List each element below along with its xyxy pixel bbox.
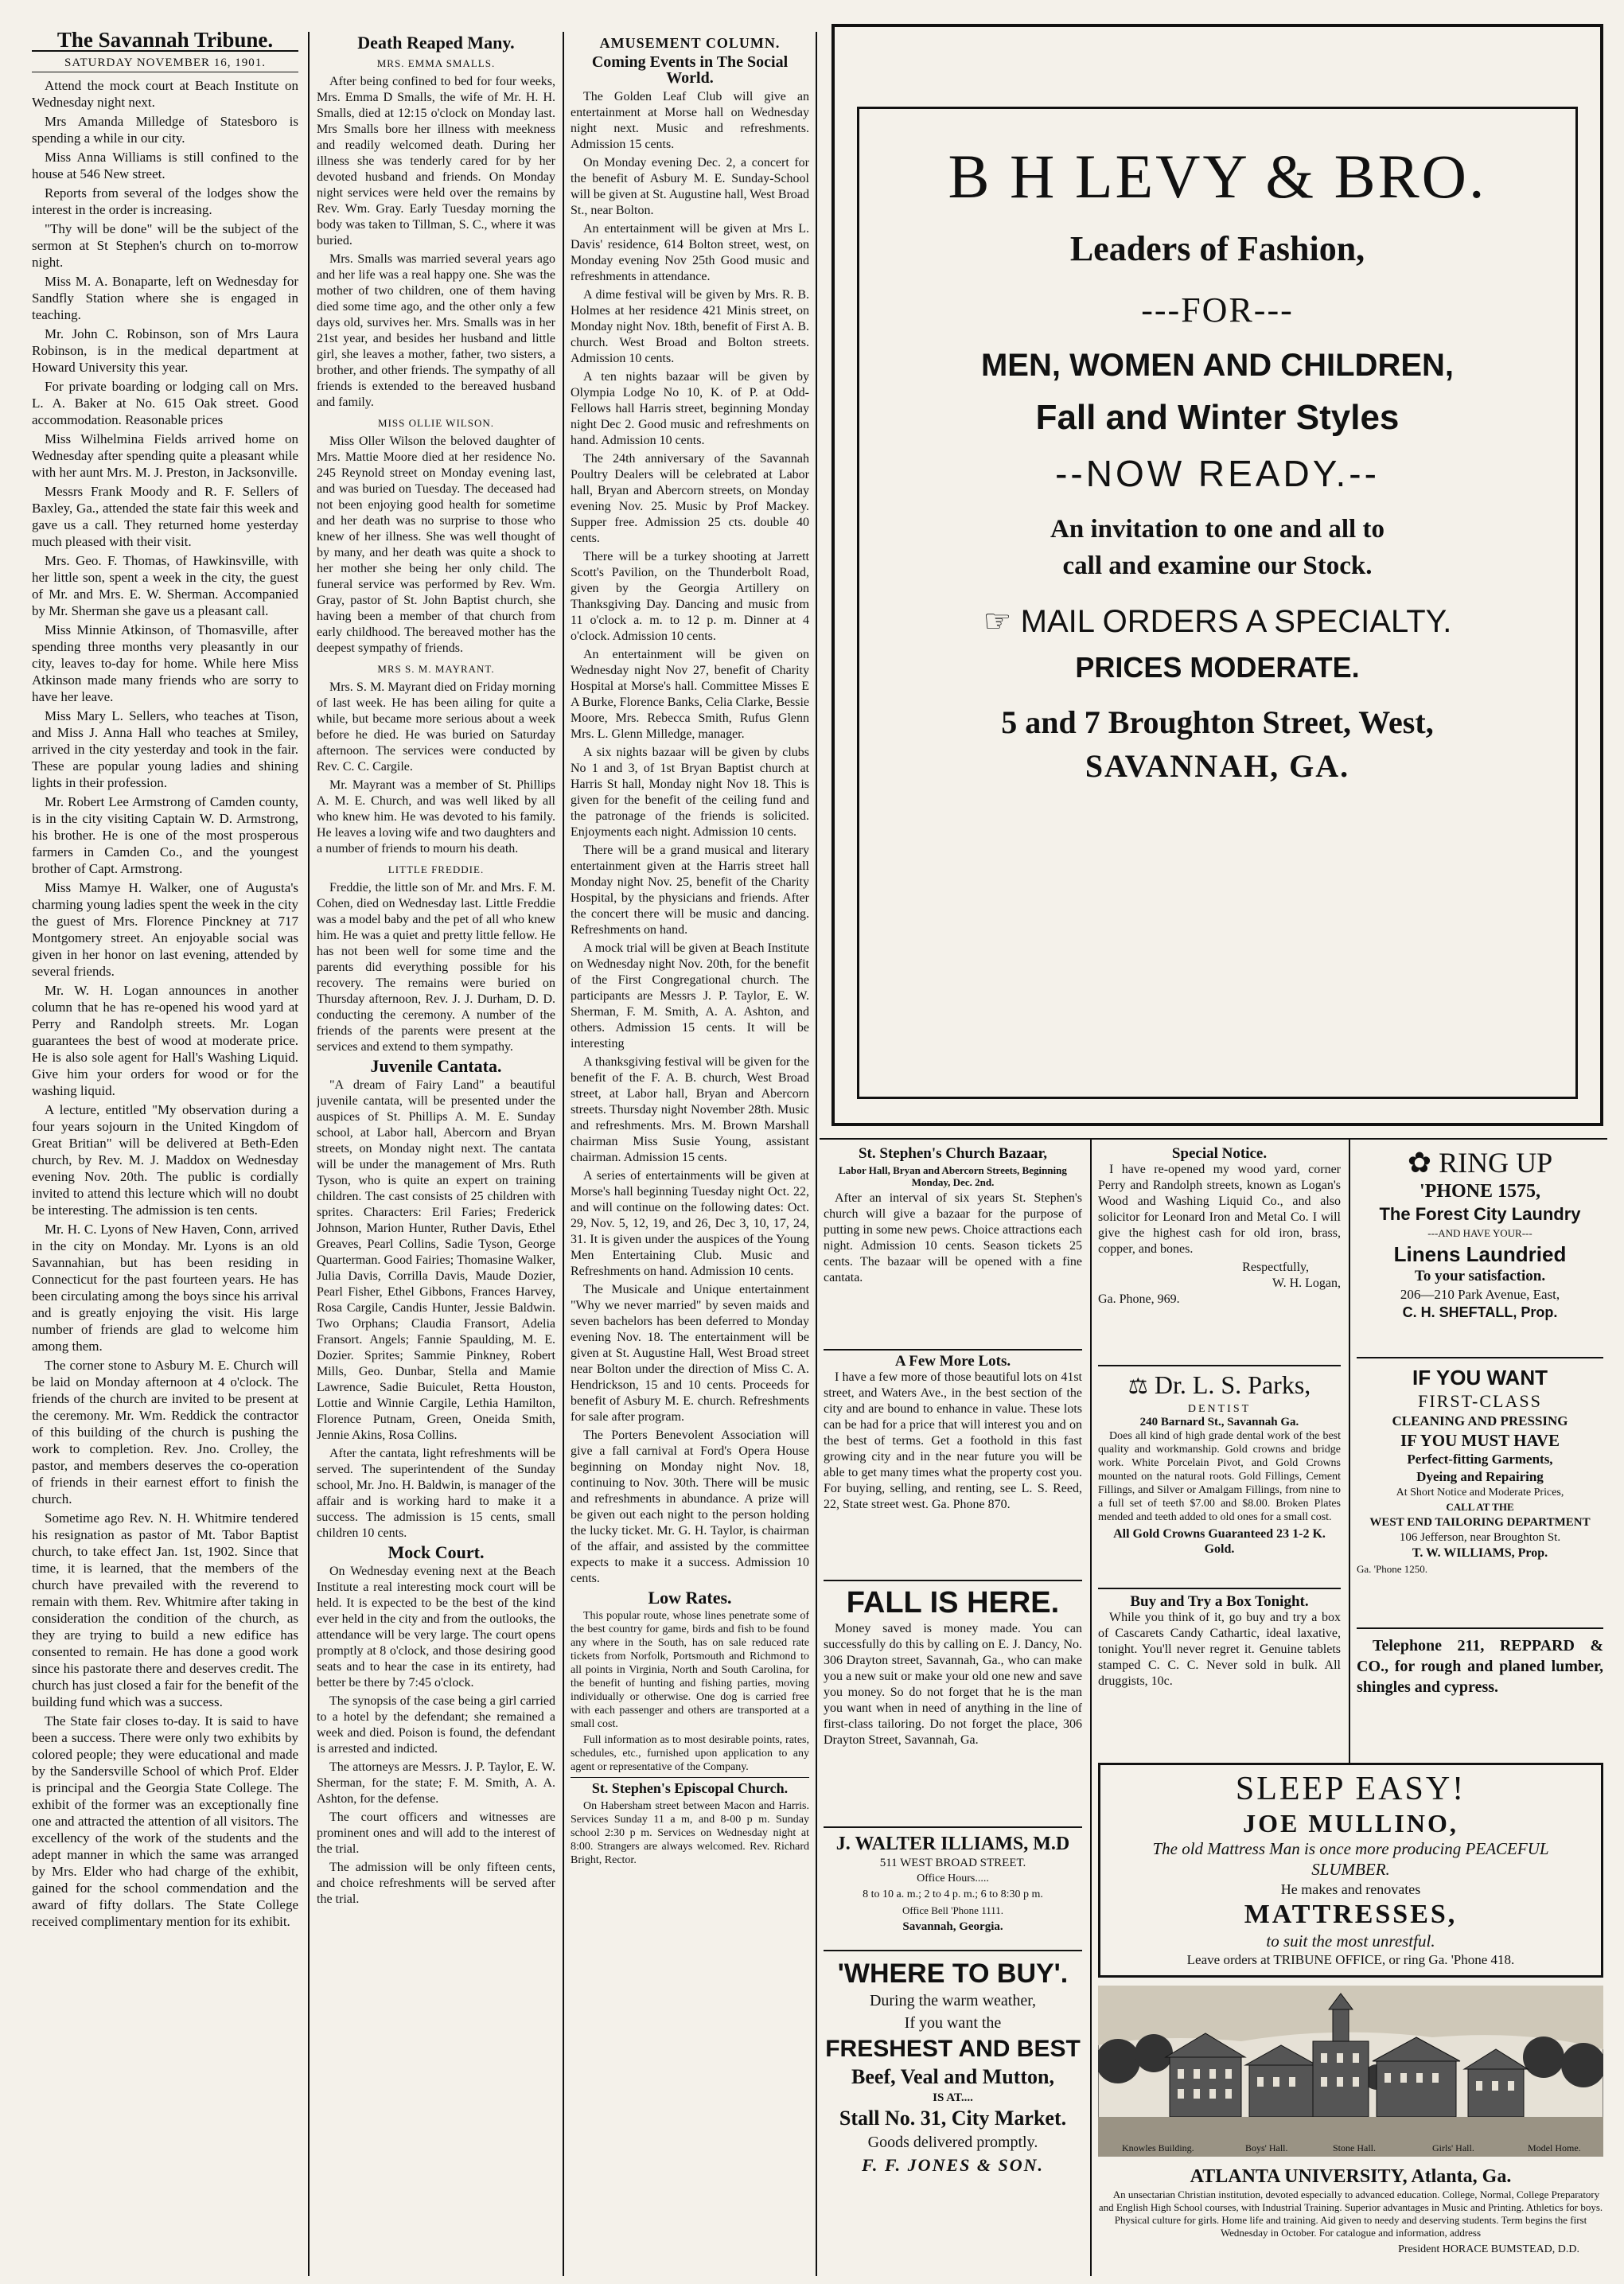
- market-heading: 'WHERE TO BUY'.: [837, 1959, 1069, 1989]
- mattress-line: MATTRESSES,: [1244, 1900, 1458, 1929]
- column-obituaries: [317, 32, 555, 2276]
- laundry-linens: Linens Laundried: [1393, 1242, 1567, 1266]
- physician-hours-label: Office Hours.....: [917, 1873, 989, 1884]
- tailoring-ad: [1357, 1357, 1603, 1627]
- logan-phone: Ga. Phone, 969.: [1098, 1292, 1180, 1306]
- mattress-line: to suit the most unrestful.: [1266, 1931, 1435, 1951]
- levy-invitation-line: call and examine our Stock.: [1062, 552, 1373, 580]
- dentist-guarantee: All Gold Crowns Guaranteed 23 1-2 K. Gold.: [1113, 1527, 1326, 1556]
- column-rule: [816, 32, 817, 2276]
- market-ad: [824, 1950, 1082, 2284]
- levy-mail-orders: [859, 603, 1575, 640]
- news-item: The Musicale and Unique entertainment "Why we never married" by seven maids and seven bachelors has been deferred to Monday evening Nov. 18. The entertainment will be given at St. Augustine Hall, West Broad street near Bolton under the direction of Miss C. A. Hendrickson, 15 and 10 cents. Proceeds for benefit of Asbury M. E. church. Refreshments for sale after program.: [571, 1283, 809, 1424]
- market-line: If you want the: [904, 2014, 1002, 2032]
- news-item: A series of entertainments will be given at Morse's hall beginning Tuesday night Oct. 22, and will continue on the following dates: Oct. 29, Nov. 5, 12, 19, and 26, Dec 3, 10, 17, 24, 31. It is given under the auspices of the Young Men Entertaining Club. Music and Refreshments on hand. Admission 10 cents.: [571, 1169, 809, 1278]
- tailoring-line: At Short Notice and Moderate Prices,: [1396, 1487, 1564, 1499]
- dentist-label: DENTIST: [1187, 1403, 1252, 1415]
- bazaar-notice: [824, 1146, 1082, 1345]
- mattress-line: Leave orders at TRIBUNE OFFICE, or ring Ga. 'Phone 418.: [1186, 1952, 1515, 1967]
- levy-for: ---FOR---: [1141, 290, 1294, 329]
- laundry-ad: [1357, 1146, 1603, 1353]
- paragraph: After the cantata, light refreshments will be served. The superintendent of the Sunday school, Mr. Jno. H. Baldwin, is manager of the affair and is working hard to make it a success. The admission is 15 cents, small children 10 cents.: [317, 1447, 555, 1540]
- levy-mail-text: MAIL ORDERS A SPECIALTY.: [1020, 604, 1452, 639]
- caption: Stone Hall.: [1333, 2142, 1376, 2153]
- paragraph: The attorneys are Messrs. J. P. Taylor, E. W. Sherman, for the state; F. M. Smith, A. A. Ashton, for the defense.: [317, 1760, 555, 1806]
- news-item: Miss M. A. Bonaparte, left on Wednesday for Sandfly Station where she is engaged in teaching.: [32, 274, 298, 322]
- news-item: Mr. H. C. Lyons of New Haven, Conn, arrived in the city on Monday. Mr. Lyons is an old Savannahian, but has been residing in Connecticut for the past fourteen years. He has been circulating among the boys since his arrival and is greatly enjoying the visit. His large number of friends are glad to welcome him among them.: [32, 1222, 298, 1354]
- news-item: A mock trial will be given at Beach Institute on Wednesday night Nov. 20th, for the benefit of the First Congregational church. The participants are Messrs J. P. Taylor, E. W. Sherman, F. M. Smith, A. A. Ashton, and others. Admission 15 cents. It will be interesting: [571, 941, 809, 1050]
- paragraph: I have a few more of those beautiful lots on 41st street, and Waters Ave., in the best section of the city and are bound to enhance in value. These lots can be had for a price that will interest you and on the best of terms. Get a foothold in this fast growing city and in the near future you will be able to get many times what the property cost you. For buying, selling, and renting, see L. S. Reed, 22, State street west. Ga. Phone 870.: [824, 1370, 1082, 1511]
- local-news-items: [32, 77, 298, 1930]
- news-item: Miss Anna Williams is still confined to the house at 546 New street.: [32, 150, 298, 181]
- bazaar-subheading: Labor Hall, Bryan and Abercorn Streets, Beginning Monday, Dec. 2nd.: [839, 1164, 1067, 1188]
- news-item: A six nights bazaar will be given by clubs No 1 and 3, of 1st Bryan Baptist church at Harris St hall, Monday night Nov 18. This is given for the benefit of the ceiling fund and the patronage of the friends is solicited. Enjoyments each night. Admission 10 cents.: [571, 746, 809, 839]
- dentist-address: 240 Barnard St., Savannah Ga.: [1139, 1416, 1299, 1428]
- news-item: An entertainment will be given at Mrs L. Davis' residence, 614 Bolton street, west, on Monday evening Nov 25th Good music and refreshments in attendance.: [571, 222, 809, 283]
- levy-tagline: Leaders of Fashion,: [1069, 229, 1365, 268]
- news-item: On Monday evening Dec. 2, a concert for the benefit of Asbury M. E. Sunday-School will be given at St. Augustine hall, West Broad St., near Bolton.: [571, 156, 809, 217]
- news-item: Mrs Amanda Milledge of Statesboro is spending a while in our city.: [32, 114, 298, 146]
- tailoring-line: IF YOU WANT: [1412, 1366, 1548, 1389]
- levy-invitation-line: An invitation to one and all to: [1050, 515, 1384, 544]
- paragraph: This popular route, whose lines penetrate some of the best country for game, birds and fish to be found any where in the South, has on sale reduced rate tickets from Norfolk, Portsmouth and Richmond to all points in Virginia, North and South Carolina, for the benefit of hunting and fishing parties, moving individually or otherwise. One dog is carried free with each passenger and others are transported at a small cost.: [571, 1610, 809, 1730]
- paragraph: The synopsis of the case being a girl carried to a hotel by the defendant; she remained a week and died. Poison is found, the defendant is arrested and indicted.: [317, 1694, 555, 1756]
- bazaar-heading: St. Stephen's Church Bazaar,: [858, 1146, 1048, 1162]
- tailoring-line: FIRST-CLASS: [1418, 1391, 1542, 1411]
- mock-court-heading: Mock Court.: [388, 1542, 485, 1562]
- tailoring-line: CLEANING AND PRESSING: [1392, 1413, 1568, 1428]
- paragraph: While you think of it, go buy and try a box of Cascarets Candy Cathartic, ideal laxative, tonight. You'll never regret it. Genuine tablets stamped C. C. C. Never sold in bulk. All druggists, 10c.: [1098, 1611, 1341, 1688]
- campus-engraving: [1098, 1986, 1603, 2157]
- mattress-line: He makes and renovates: [1280, 1881, 1421, 1897]
- news-item: Miss Mamye H. Walker, one of Augusta's charming young ladies spent the week in the city the guest of Mrs. Florence Pinckney at 717 Montgomery street. An enjoyable social was given in her honor on last evening, attended by several friends.: [32, 880, 298, 979]
- news-item: A ten nights bazaar will be given by Olympia Lodge No 10, K. of P. at Odd-Fellows hall Harris street, beginning Monday night Dec 2. Good music and refreshments on hand. Admission 10 cents.: [571, 370, 809, 447]
- amusement-subheading: Coming Events in The Social World.: [591, 53, 789, 87]
- levy-styles: Fall and Winter Styles: [1035, 398, 1400, 437]
- section-rule: [820, 1138, 1607, 1140]
- caption: Model Home.: [1528, 2142, 1581, 2153]
- atlanta-university-ad: [1098, 1986, 1603, 2276]
- logan-closing: Respectfully,: [1242, 1261, 1309, 1274]
- paragraph: Full information as to most desirable points, rates, schedules, etc., furnished upon application to any agent or representative of the Company.: [571, 1734, 809, 1773]
- levy-advertisement: [831, 24, 1603, 1126]
- news-item: Mr. W. H. Logan announces in another column that he has re-opened his wood yard at Perry and Randolph streets. Mr. Logan guarantees the best of wood at moderate price. He is also sole agent for Hall's Washing Liquid. Give him your orders for wood or for the washing liquid.: [32, 983, 298, 1098]
- news-item: There will be a turkey shooting at Jarrett Scott's Pavilion, on the Thunderbolt Road, given by the Georgia Artillery on Thanksgiving Day. Dancing and music from 11 o'clock a. m. to 12 p. m. Dinner at 4 o'clock. Admission 10 cents.: [571, 550, 809, 643]
- caption: Girls' Hall.: [1432, 2142, 1474, 2153]
- lots-heading: A Few More Lots.: [894, 1353, 1011, 1370]
- cantata-heading: Juvenile Cantata.: [370, 1056, 502, 1076]
- pointing-hand-icon: ☞: [983, 604, 1012, 639]
- levy-invitation: [859, 511, 1575, 584]
- market-stall: Stall No. 31, City Market.: [839, 2107, 1067, 2130]
- paragraph: Mr. Mayrant was a member of St. Phillips A. M. E. Church, and was well liked by all who knew him. He was devoted to his family. He leaves a loving wife and two daughters and a number of friends to mourn his death.: [317, 778, 555, 856]
- tailoring-line: IF YOU MUST HAVE: [1400, 1431, 1560, 1450]
- paragraph: Telephone 211, REPPARD & CO., for rough and planed lumber, shingles and cypress.: [1357, 1637, 1603, 1696]
- news-item: The Porters Benevolent Association will give a fall carnival at Ford's Opera House beginning on Monday night Nov. 18, continuing to Nov. 30th. There will be music and refreshments in abundance. A prize will be given out each night to the person holding the lucky ticket. Mr. G. H. Taylor, is chairman of the affair, and assisted by the committee expects to make it a success. Admission 10 cents.: [571, 1428, 809, 1585]
- news-item: The Golden Leaf Club will give an entertainment at Morse hall on Wednesday night next. Music and refreshments. Admission 15 cents.: [571, 90, 809, 151]
- tooth-icon: ⚖: [1127, 1374, 1148, 1399]
- news-item: Messrs Frank Moody and R. F. Sellers of Baxley, Ga., attended the state fair this week and gave us a call. They returned home yesterday much pleased with their visit.: [32, 484, 298, 549]
- laundry-have: ---AND HAVE YOUR---: [1427, 1227, 1532, 1239]
- physician-phone: Office Bell 'Phone 1111.: [902, 1904, 1004, 1916]
- levy-audience: MEN, WOMEN AND CHILDREN,: [980, 348, 1455, 383]
- news-item: Mrs. Geo. F. Thomas, of Hawkinsville, with her little son, spent a week in the city, the guest of Mr. and Mrs. E. W. Sherman. Accompanied by Mr. Sherman she gave us a pleasant call.: [32, 553, 298, 618]
- tailoring-line: CALL AT THE: [1446, 1501, 1514, 1513]
- column-rule: [308, 32, 310, 2276]
- physician-city: Savannah, Georgia.: [902, 1920, 1003, 1933]
- news-item: Attend the mock court at Beach Institute on Wednesday night next.: [32, 78, 298, 110]
- paragraph: The admission will be only fifteen cents, and choice refreshments will be served after the trial.: [317, 1861, 555, 1906]
- market-line: Goods delivered promptly.: [867, 2134, 1038, 2151]
- logan-notice: [1098, 1146, 1341, 1361]
- laundry-name: The Forest City Laundry: [1379, 1204, 1581, 1224]
- levy-store-name: B H LEVY & BRO.: [948, 142, 1487, 211]
- news-item: For private boarding or lodging call on Mrs. L. A. Baker at No. 615 Oak street. Good accommodation. Reasonable prices: [32, 379, 298, 427]
- levy-now-ready: --NOW READY.--: [1055, 453, 1380, 494]
- market-freshest: FRESHEST AND BEST: [825, 2036, 1081, 2062]
- levy-address: 5 and 7 Broughton Street, West,: [1001, 704, 1434, 740]
- levy-prices: PRICES MODERATE.: [1075, 651, 1360, 684]
- news-item: Mr. John C. Robinson, son of Mrs Laura Robinson, is in the medical department at Howard University this year.: [32, 326, 298, 375]
- column-amusements: [571, 32, 809, 2276]
- news-item: An entertainment will be given on Wednesday night Nov 27, benefit of Charity Hospital at Morse's hall. Committee Misses E A Burke, Florence Banks, Celia Clarke, Bessie Moore, Mrs. Rebecca Smith, Rufus Glenn Mrs. L. Glenn Milledge, manager.: [571, 648, 809, 741]
- dentist-ad: [1098, 1365, 1341, 1584]
- market-line: IS AT....: [933, 2091, 973, 2104]
- obituary-title: LITTLE FREDDIE.: [388, 863, 485, 875]
- paragraph: The court officers and witnesses are prominent ones and will add to the interest of the trial.: [317, 1810, 555, 1856]
- low-rates-heading: Low Rates.: [648, 1588, 732, 1608]
- market-owner: F. F. JONES & SON.: [862, 2155, 1044, 2175]
- caption: Knowles Building.: [1122, 2142, 1194, 2153]
- laundry-ring: [1357, 1146, 1603, 1179]
- laundry-satisfaction: To your satisfaction.: [1414, 1268, 1546, 1284]
- obituaries-heading: Death Reaped Many.: [357, 33, 515, 53]
- obituary-title: MISS OLLIE WILSON.: [378, 417, 494, 429]
- news-item: Miss Minnie Atkinson, of Thomasville, after spending three months very pleasantly in our city, leaves to-day for home. While here Miss Atkinson made many friends who are sorry to have her leave.: [32, 622, 298, 704]
- tailoring-line: T. W. WILLIAMS, Prop.: [1412, 1546, 1548, 1560]
- fall-heading: FALL IS HERE.: [846, 1586, 1060, 1619]
- physician-hours: 8 to 10 a. m.; 2 to 4 p. m.; 6 to 8:30 p m.: [863, 1888, 1043, 1900]
- news-item: A thanksgiving festival will be given for the benefit of the F. A. B. church, West Broad street, at Labor hall, Bryan and Abercorn streets. Thursday night November 28th. Music and refreshments. Mrs. M. Brown Marshall chairman Miss Susie Young, assistant chairman. Admission 15 cents.: [571, 1055, 809, 1164]
- paragraph: Does all kind of high grade dental work of the best quality and workmanship. Gold crowns and bridge work. White Porcelain Pivot, and Gold Crowns mounted on the natural roots. Gold Fillings, Cement Fillings, and Silver or Amalgam Fillings, from nine to a full set of teeth $7.00 and $8.00. Broken Plates mended and teeth added to old ones for a small cost.: [1098, 1430, 1341, 1523]
- laundry-proprietor: C. H. SHEFTALL, Prop.: [1402, 1304, 1558, 1320]
- mattress-line: The old Mattress Man is once more producing PEACEFUL SLUMBER.: [1152, 1839, 1549, 1879]
- news-item: Miss Wilhelmina Fields arrived home on Wednesday after spending quite a pleasant while with her aunt Mrs. M. J. Preston, in Jacksonville.: [32, 431, 298, 480]
- lots-notice: [824, 1349, 1082, 1580]
- news-item: Mr. Robert Lee Armstrong of Camden county, is in the city visiting Captain W. D. Armstrong, his brother. He is one of the most prosperous farmers in Camden Co., and the youngest brother of Capt. Armstrong.: [32, 794, 298, 876]
- paragraph: After being confined to bed for four weeks, Mrs. Emma D Smalls, the wife of Mr. H. H. Smalls, died at 12:15 o'clock on Monday last. Mrs Smalls bore her illness with meekness and readily welcomed death. During her illness she was tenderly cared for by her devoted husband and friends. On Monday night services were held over the remains by Rev. Wm. Gray. Early Tuesday morning the body was taken to Tillman, S. C., where it was buried.: [317, 75, 555, 247]
- tailoring-line: 106 Jefferson, near Broughton St.: [1399, 1531, 1561, 1544]
- news-item: The State fair closes to-day. It is said to have been a success. There were only two exhibits by colored people; they were educational and made by the Sandersville School of which Prof. Elder is principal and the Georgia State College. The exhibit of the former was an exceptionally fine one and attracted the attention of all visitors. The excellency of the work of the students and the adept manner in which the same was arranged by Mrs. Elder who had charge of the exhibit, gained for the school commendation and the award of fifty dollars. The State College received complimentary mention for its exhibit.: [32, 1713, 298, 1929]
- news-item: Miss Mary L. Sellers, who teaches at Tison, and Miss J. Anna Hall who teaches at Smiley, arrived in the city yesterday and took in the fair. These are popular young ladies and shining lights in their profession.: [32, 708, 298, 790]
- dateline: SATURDAY NOVEMBER 16, 1901.: [32, 55, 298, 72]
- cascarets-heading: Buy and Try a Box Tonight.: [1130, 1593, 1309, 1610]
- mattress-line: SLEEP EASY!: [1235, 1771, 1466, 1807]
- market-meats: Beef, Veal and Mutton,: [851, 2065, 1054, 2088]
- paragraph: On Wednesday evening next at the Beach Institute a real interesting mock court will be held. It is expected to be the best of the kind ever held in the city and from the outlooks, the attendance will be very large. The court opens promptly at 8 o'clock, and those desiring good seats and to hear the case in its entirety, had better be there by 7:45 o'clock.: [317, 1565, 555, 1690]
- dentist-name-text: Dr. L. S. Parks,: [1154, 1370, 1311, 1399]
- paragraph: Mrs. Smalls was married several years ago and her life was a real happy one. She was the mother of two children, one of them having died some time ago, and the other only a few days old, survives her. Mrs. Smalls was in her 21st year, and besides her husband and little girl, she leaves a mother, father, two sisters, a brother, and other friends. The sympathy of all friends is extended to the bereaved husband and family.: [317, 252, 555, 409]
- amusement-items: [571, 89, 809, 1587]
- news-item: The corner stone to Asbury M. E. Church will be laid on Monday afternoon at 4 o'clock. The friends of the church are invited to be present at the ceremony. Mr. Wm. Reddick the contractor of this building of the church is pushing the work to completion. Rev. Jno. Crolley, the pastor, and members deserves the co-operation of friends in their earnest effort to finish the church.: [32, 1358, 298, 1506]
- atlanta-president: President HORACE BUMSTEAD, D.D.: [1398, 2243, 1579, 2255]
- levy-city: SAVANNAH, GA.: [1085, 748, 1350, 784]
- news-item: The 24th anniversary of the Savannah Poultry Dealers will be celebrated at Labor hall, Bryan and Abercorn streets, on Monday evening Nov. 25. Music by Prof Mackey. Supper free. Admission 25 cts. double 40 cents.: [571, 452, 809, 545]
- physician-address: 511 WEST BROAD STREET.: [879, 1857, 1026, 1869]
- laundry-phone: 'PHONE 1575,: [1419, 1181, 1540, 1202]
- logan-signature: W. H. Logan,: [1272, 1276, 1341, 1290]
- physician-name: J. WALTER ILLIAMS, M.D: [835, 1834, 1070, 1854]
- column-rule: [1349, 1138, 1350, 1846]
- paragraph: After an interval of six years St. Stephen's church will give a bazaar for the purpose of putting in some new pews. Choice attractions each night. Admission 10 cents. Season tickets 25 cents. The bazaar will be opened with a fine cantata.: [824, 1191, 1082, 1284]
- column-rule: [563, 32, 564, 2276]
- news-item: Sometime ago Rev. N. H. Whitmire tendered his resignation as pastor of Mt. Tabor Baptist church, to take effect Jan. 1st, 1902. Since that time, it is learned, that the members of the church have prevailed with the reverend to remain with them. Rev. Whitmire after taking in consideration the condition of the church, as they are trying to build a new edifice has consented to remain. He has done a good work since his pastorate there and deserves credit. The church has just closed a fair for the benefit of the building fund which was a success.: [32, 1510, 298, 1709]
- paragraph: Miss Oller Wilson the beloved daughter of Mrs. Mattie Moore died at her residence No. 245 Reynold street on Monday evening last, and was buried on Tuesday. The deceased had not been enjoying good health for sometime and her death was no surprise to those who knew of her illness. She was well thought of by many, and her death was quite a shock to her mother she being her only child. The funeral service was performed by Rev. Wm. Gray, pastor of St. John Baptist church, she having been a member of that church from early childhood. The bereaved mother has the deepest sympathy of friends.: [317, 435, 555, 655]
- market-line: During the warm weather,: [869, 1992, 1037, 2009]
- column-local-news: [32, 32, 298, 2276]
- tailoring-line: Dyeing and Repairing: [1416, 1469, 1544, 1484]
- obituary-title: MRS S. M. MAYRANT.: [377, 663, 495, 675]
- ad-inner-border: [857, 107, 1578, 1099]
- mattress-ad: [1098, 1763, 1603, 1978]
- obituary-title: MRS. EMMA SMALLS.: [376, 57, 496, 69]
- column-rule: [1090, 1138, 1092, 2276]
- paragraph: I have re-opened my wood yard, corner Perry and Randolph streets, known as Logan's Wood and Washing Liquid Co., and also solicitor for Leonard Iron and Metal Co. I will give the highest cash for old iron, brass, copper, and bones.: [1098, 1163, 1341, 1256]
- masthead: The Savannah Tribune.: [32, 32, 298, 52]
- logan-heading: Special Notice.: [1171, 1146, 1268, 1162]
- paragraph: "A dream of Fairy Land" a beautiful juvenile cantata, will be presented under the auspices of St. Phillips A. M. E. Sunday school, at Labor hall, Abercorn and Bryan streets, on Monday night next. The cantata will be under the management of Mrs. Ruth Tyson, who is quite an expert on training children. The cast consists of 25 children with sprites. Characters: Eril Faries; Frederick Johnson, Marion Hunter, Ruther Davis, Ethel Greaves, Pearl Collins, Sadie Tyson, George Quarterman. Good Fairies; Thomasine Walker, Julia Davis, Corrilla Davis, Maude Dozier, Pearl Fisher, Ethel Gibbons, Frances Harvey, Rosa Cargile, Candis Hunter, Jessie Baldwin. Two Orphans; Claudia Fransort, Adelia Fransort. Angels; Fannie Spaulding, M. E. Dozier. Sprites; Sammie Pinkney, Robert Mills, Geo. Dunbar, Stella and Mamie Lawrence, Sadie Buiculet, Retta Houston, Lottie and Winnie Cargile, Lethia Hamilton, Florence Putnam, Green, Oneida Smith, Jennie Akins, Rosa Collins.: [317, 1078, 555, 1442]
- laundry-ring-text: RING UP: [1439, 1147, 1553, 1179]
- lumber-ad: [1357, 1627, 1603, 1755]
- paragraph: Mrs. S. M. Mayrant died on Friday morning of last week. He has been ailing for quite a while, but became more serious about a week before he died. He was buried on Saturday afternoon. The services were conducted by Rev. C. C. Cargile.: [317, 680, 555, 774]
- tailoring-line: Perfect-fitting Garments,: [1407, 1452, 1553, 1467]
- mattress-line: JOE MULLINO,: [1243, 1809, 1458, 1838]
- news-item: A dime festival will be given by Mrs. R. B. Holmes at her residence 421 Minis street, on Monday night Nov. 18th, benefit of First A. B. church. West Broad and Bolton streets. Admission 10 cents.: [571, 288, 809, 365]
- amusement-heading: AMUSEMENT COLUMN.: [599, 35, 781, 51]
- bell-icon: ✿: [1407, 1147, 1432, 1179]
- tailoring-line: Ga. 'Phone 1250.: [1357, 1563, 1428, 1575]
- dentist-name: [1098, 1370, 1341, 1402]
- paragraph: An unsectarian Christian institution, devoted especially to advanced education. College, Normal, College Preparatory and English High School courses, with Industrial Training. Superior advantages in Music and Printing. Athletics for boys. Physical culture for girls. Home life and training. Aid given to needy and deserving students. Term begins the first Wednesday in October. For catalogue and information, address: [1098, 2189, 1603, 2239]
- cascarets-ad: [1098, 1588, 1341, 1761]
- paragraph: Freddie, the little son of Mr. and Mrs. F. M. Cohen, died on Wednesday last. Little Freddie was a model baby and the pet of all who knew him. He was a quiet and pretty little fellow. He has not been well for some time and the parents did everything possible for his recovery. The remains were buried on Thursday afternoon, Rev. J. J. Durham, D. D. conducting the ceremony. A number of the friends of the parents were present at the services and extend to them sympathy.: [317, 881, 555, 1054]
- news-item: "Thy will be done" will be the subject of the sermon at St Stephen's church on to-morrow night.: [32, 221, 298, 270]
- paragraph: Money saved is money made. You can successfully do this by calling on E. J. Dancy, No. 306 Drayton street, Savannah, Ga., who can make you a new suit or make your old one new and save you money. So do not forget that he is the man you want when in need of anything in the line of first-class tailoring. Do not forget the place, 306 Drayton Street, Savannah, Ga.: [824, 1622, 1082, 1747]
- fall-notice: [824, 1580, 1082, 1823]
- news-item: Reports from several of the lodges show the interest in the order is increasing.: [32, 185, 298, 217]
- caption: Boys' Hall.: [1245, 2142, 1288, 2153]
- paragraph: On Habersham street between Macon and Harris. Services Sunday 11 a m, and 8-00 p m. Sunday school 2:30 p m. Services on Wednesday night at 8:00. Strangers are always welcomed. Rev. Richard Bright, Rector.: [571, 1800, 809, 1866]
- news-item: A lecture, entitled "My observation during a four years sojourn in the United Kingdom of Great Britian" will be delivered at Beth-Eden church, by Rev. M. J. Maddox on Wednesday evening Nov. 20th. The public is cordially invited to attend this lecture which will no doubt be interesting. The admission is ten cents.: [32, 1102, 298, 1218]
- news-item: There will be a grand musical and literary entertainment given at the Harris street hall Monday night Nov. 25, benefit of the Charity Hospital, by the physicians and friends. After the concert there will be music and dancing. Refreshments on hand.: [571, 844, 809, 937]
- tailoring-line: WEST END TAILORING DEPARTMENT: [1369, 1516, 1591, 1529]
- laundry-address: 206—210 Park Avenue, East,: [1400, 1287, 1560, 1302]
- physician-card: [824, 1826, 1082, 1952]
- episcopal-heading: St. Stephen's Episcopal Church.: [571, 1777, 809, 1796]
- atlanta-name: ATLANTA UNIVERSITY, Atlanta, Ga.: [1190, 2166, 1512, 2187]
